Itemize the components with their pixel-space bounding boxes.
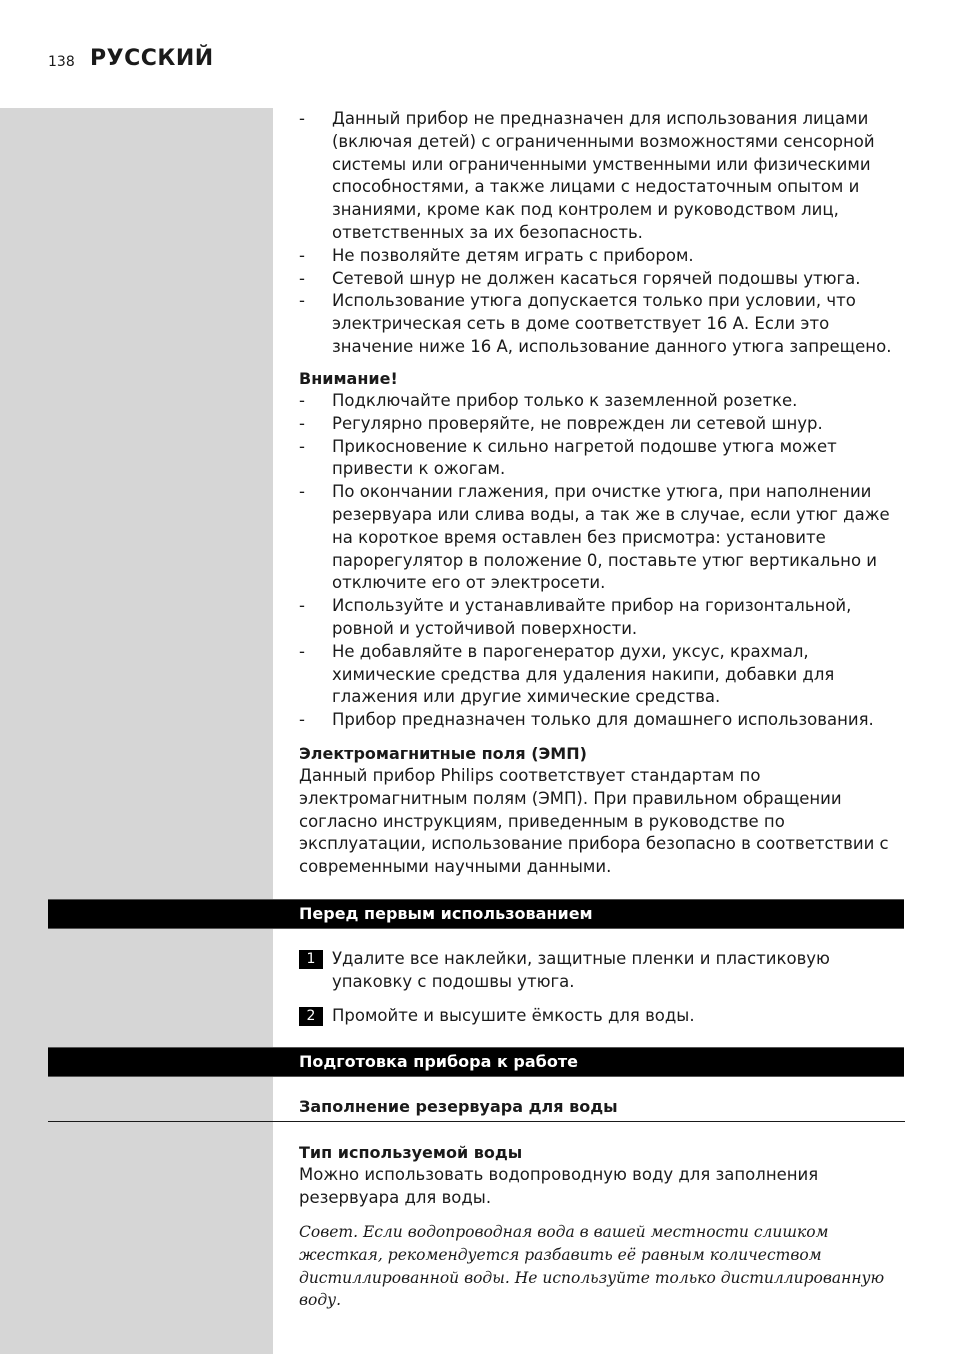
water-type-text: Можно использовать водопроводную воду для заполнения резервуара для воды. [299, 1165, 819, 1207]
emf-heading: Электромагнитные поля (ЭМП) [299, 744, 587, 763]
water-type-section [299, 1142, 905, 1210]
list-item: - Используйте и устанавливайте прибор на горизонтальной, ровной и устойчивой поверхности. [299, 596, 852, 638]
list-item: - Использование утюга допускается только при условии, что электрическая сеть в доме соответствует 16 А. Если это значение ниже 16 А, использование данного утюга запрещено. [299, 291, 892, 356]
language-heading: РУССКИЙ [90, 46, 214, 71]
list-item: - По окончании глажения, при очистке утюга, при наполнении резервуара или слива воды, а так же в случае, если утюг даже на короткое время оставлен без присмотра: установите парорегулятор в положение 0, поставьте утюг вертикально и отключите его от электросети. [299, 482, 890, 593]
list-item: - Подключайте прибор только к заземленной розетке. [299, 391, 798, 410]
step-number: 1 [299, 950, 323, 969]
caution-section [299, 368, 905, 732]
section-bar-preparing [48, 1047, 904, 1077]
emf-text: Данный прибор Philips соответствует стандартам по электромагнитным полям (ЭМП). При правильном обращении согласно инструкциям, приведенным в руководстве по эксплуатации, использование прибора безопасно в соответствии с современными научными данными. [299, 766, 889, 877]
step-number: 2 [299, 1007, 323, 1026]
steps [299, 948, 905, 994]
caution-list [299, 390, 905, 732]
list-item: - Не позволяйте детям играть с прибором. [299, 245, 694, 265]
safety-list [299, 108, 905, 359]
step-1 [299, 948, 905, 994]
left-margin-panel [0, 108, 273, 1354]
tip-text: Совет. Если водопроводная вода в вашей местности слишком жесткая, рекомендуется разбавить её равным количеством дистиллированной воды. Не используйте только дистиллированную воду. [299, 1223, 885, 1310]
subsection-heading: Заполнение резервуара для воды [299, 1097, 618, 1116]
emf-section [299, 743, 905, 879]
section-title: Перед первым использованием [299, 904, 593, 923]
fill-tank-subheading-block [299, 1096, 905, 1118]
section-title: Подготовка прибора к работе [299, 1052, 578, 1071]
list-item: - Регулярно проверяйте, не поврежден ли сетевой шнур. [299, 413, 823, 433]
water-type-heading: Тип используемой воды [299, 1143, 523, 1162]
list-item: - Данный прибор не предназначен для использования лицами (включая детей) с ограниченными возможностями сенсорной системы или ограниченными умственными или физическими способностями, а также лицами с недостаточным опытом и знаниями, кроме как под контролем и руководством лиц, ответственных за их безопасность. [299, 109, 875, 242]
list-item: - Прикосновение к сильно нагретой подошве утюга может привести к ожогам. [299, 436, 837, 479]
list-item: - Прибор предназначен только для домашнего использования. [299, 710, 874, 730]
step-text: Промойте и высушите ёмкость для воды. [332, 1006, 695, 1025]
step-2 [299, 1005, 905, 1028]
divider [48, 1121, 905, 1122]
step-text: Удалите все наклейки, защитные пленки и пластиковую упаковку с подошвы утюга. [332, 949, 830, 991]
section-bar-before-first-use [48, 899, 904, 929]
list-item: - Не добавляйте в парогенератор духи, уксус, крахмал, химические средства для удаления накипи, добавки для глажения или другие химические средства. [299, 641, 835, 707]
steps-2 [299, 1005, 905, 1028]
page-number: 138 [48, 54, 75, 70]
safety-section [299, 108, 905, 359]
list-item: - Сетевой шнур не должен касаться горячей подошвы утюга. [299, 268, 861, 288]
caution-heading: Внимание! [299, 369, 398, 388]
